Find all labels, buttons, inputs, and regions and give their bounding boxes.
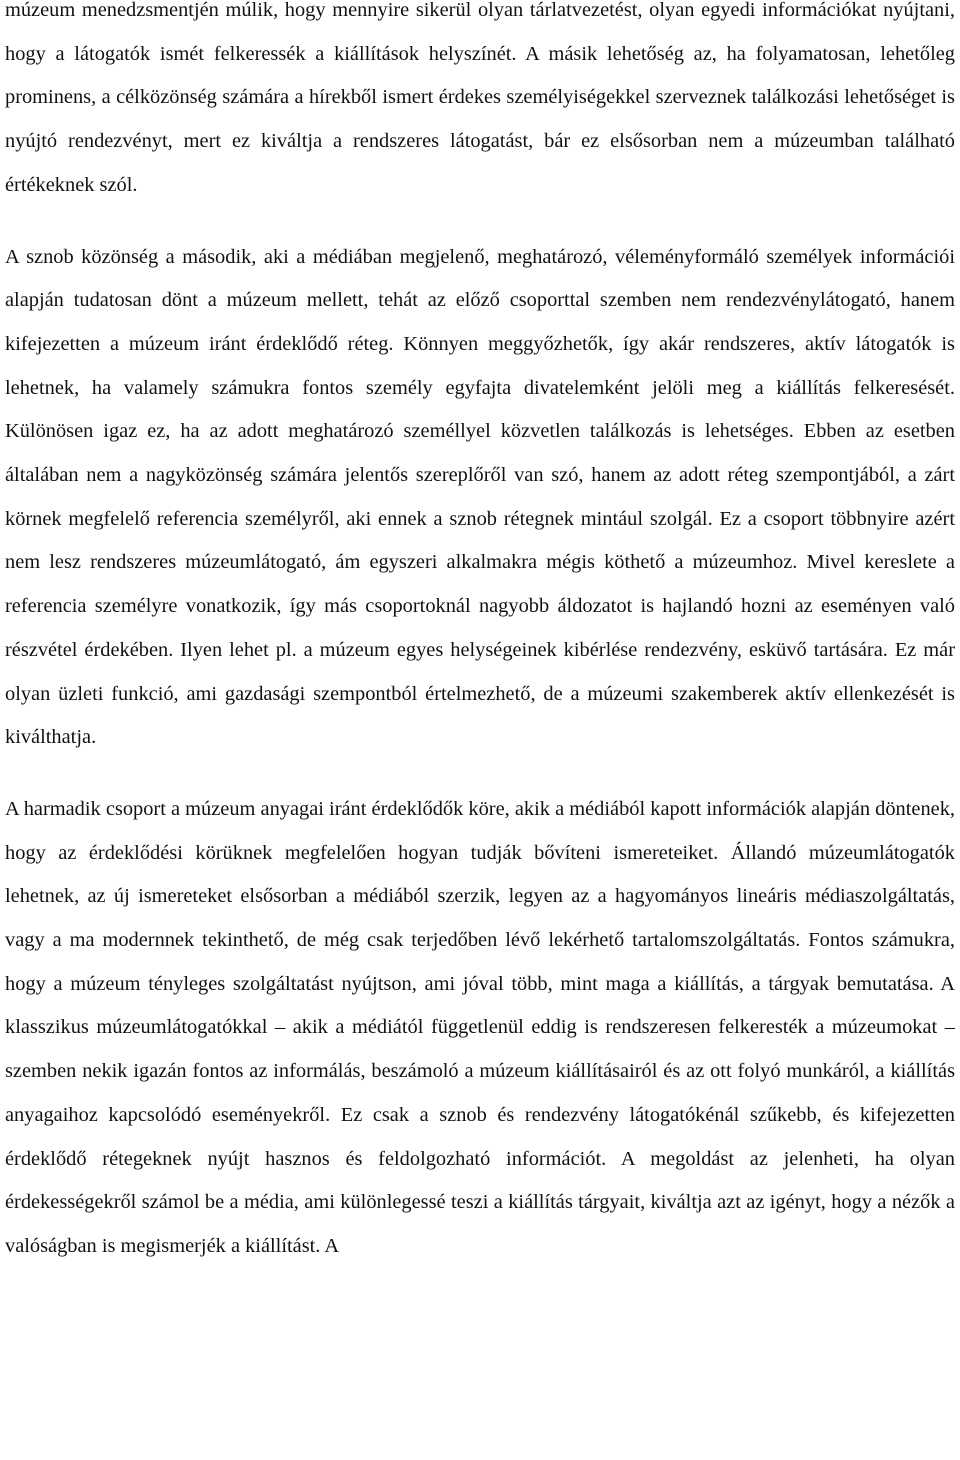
document-page (5, 0, 955, 1269)
paragraph-museum-management: múzeum menedzsmentjén múlik, hogy mennyire sikerül olyan tárlatvezetést, olyan egyedi információkat nyújtani, hogy a látogatók ismét felkeressék a kiállítások helyszínét. A másik lehetőség az, ha folyamatosan, lehetőleg prominens, a célközönség számára a hírekből ismert érdekes személyiségekkel szerveznek találkozási lehetőséget is nyújtó rendezvényt, mert ez kiváltja a rendszeres látogatást, bár ez elsősorban nem a múzeumban található értékeknek szól. (5, 0, 955, 196)
paragraph-interested-audience: A harmadik csoport a múzeum anyagai iránt érdeklődők köre, akik a médiából kapott információk alapján döntenek, hogy az érdeklődési körüknek megfelelően hogyan tudják bővíteni ismereteiket. Állandó múzeumlátogatók lehetnek, az új ismereteket elsősorban a médiából szerzik, legyen az a hagyományos lineáris médiaszolgáltatás, vagy a ma modernnek tekinthető, de még csak terjedőben lévő lekérhető tartalomszolgáltatás. Fontos számukra, hogy a múzeum tényleges szolgáltatást nyújtson, ami jóval több, mint maga a kiállítás, a tárgyak bemutatása. A klasszikus múzeumlátogatókkal – akik a médiától függetlenül eddig is rendszeresen felkeresték a múzeumokat – szemben nekik igazán fontos az informálás, beszámoló a múzeum kiállításairól és az ott folyó munkáról, a kiállítás anyagaihoz kapcsolódó eseményekről. Ez csak a sznob és rendezvény látogatókénál szűkebb, és kifejezetten érdeklődő rétegeknek nyújt hasznos és feldolgozható információt. A megoldást az jelenheti, ha olyan érdekességekről számol be a média, ami különlegessé teszi a kiállítás tárgyait, kiváltja azt az igényt, hogy a nézők a valóságban is megismerjék a kiállítást. A (5, 797, 955, 1257)
paragraph-snob-audience: A sznob közönség a második, aki a médiában megjelenő, meghatározó, véleményformáló személyek információi alapján tudatosan dönt a múzeum mellett, tehát az előző csoporttal szemben nem rendezvénylátogató, hanem kifejezetten a múzeum iránt érdeklődő réteg. Könnyen meggyőzhetők, így akár rendszeres, aktív látogatók is lehetnek, ha valamely számukra fontos személy egyfajta divatelemként jelöli meg a kiállítás felkeresését. Különösen igaz ez, ha az adott meghatározó személlyel közvetlen találkozás is lehetséges. Ebben az esetben általában nem a nagyközönség számára jelentős szereplőről van szó, hanem az adott réteg szempontjából, a zárt körnek megfelelő referencia személyről, aki ennek a sznob rétegnek mintául szolgál. Ez a csoport többnyire azért nem lesz rendszeres múzeumlátogató, ám egyszeri alkalmakra mégis köthető a múzeumhoz. Mivel kereslete a referencia személyre vonatkozik, így más csoportoknál nagyobb áldozatot is hajlandó hozni az eseményen való részvétel érdekében. Ilyen lehet pl. a múzeum egyes helységeinek kibérlése rendezvény, esküvő tartására. Ez már olyan üzleti funkció, ami gazdasági szempontból értelmezhető, de a múzeumi szakemberek aktív ellenkezését is kiválthatja. (5, 245, 955, 749)
paragraph-spacer (5, 760, 955, 788)
paragraph-spacer (5, 208, 955, 236)
